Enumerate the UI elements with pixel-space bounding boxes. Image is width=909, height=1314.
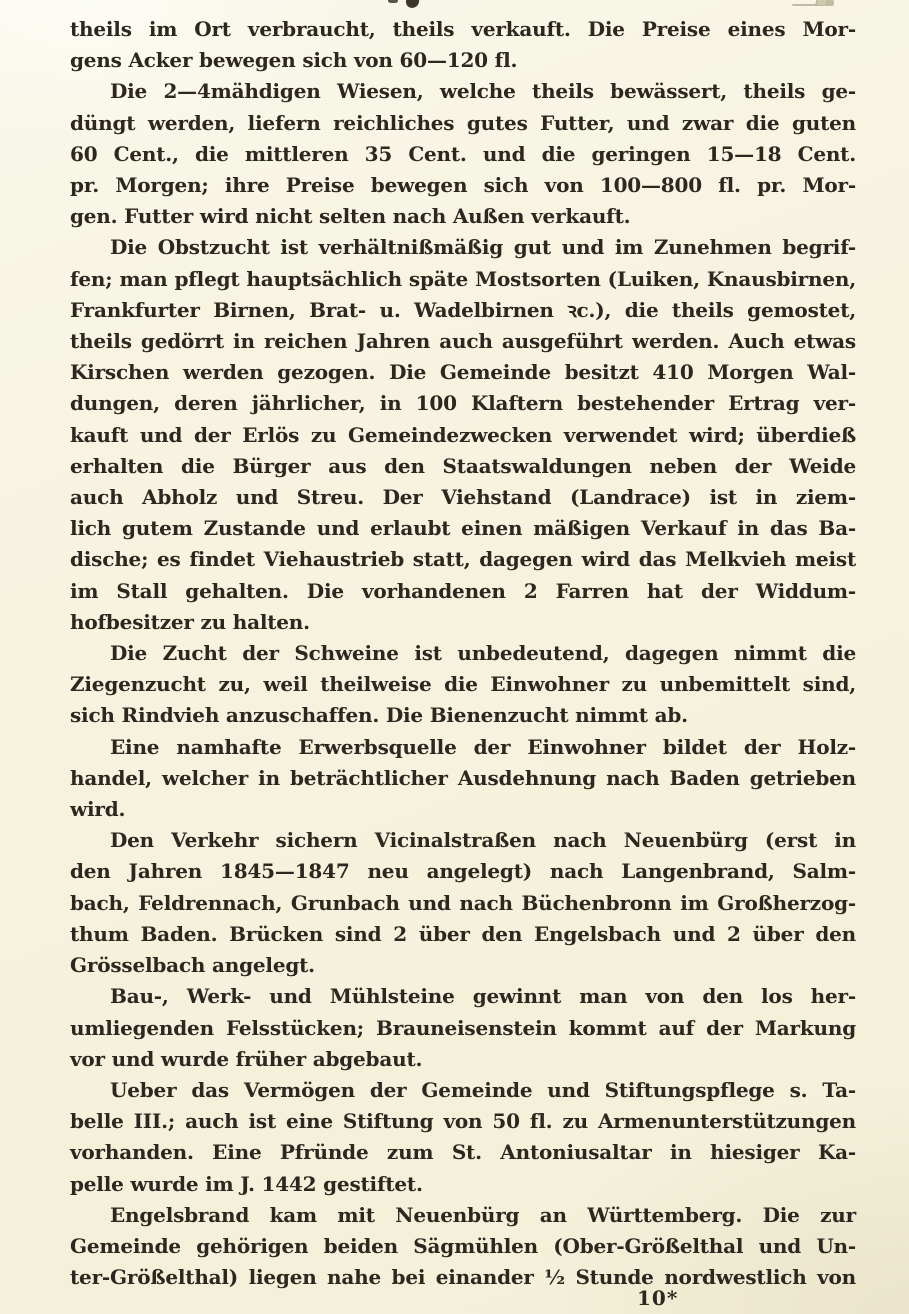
page-text bbox=[70, 14, 856, 1293]
running-head-fragment bbox=[388, 0, 398, 3]
text-line: vorhanden. Eine Pfründe zum St. Antoniusaltar in hiesiger Ka- bbox=[70, 1140, 856, 1165]
text-line: Die Zucht der Schweine ist unbedeutend, dagegen nimmt die bbox=[110, 641, 856, 666]
running-head-fragment bbox=[405, 0, 420, 9]
text-line: belle III.; auch ist eine Stiftung von 50 fl. zu Armenunterstützungen bbox=[70, 1109, 856, 1134]
text-line: gen. Futter wird nicht selten nach Außen verkauft. bbox=[70, 204, 631, 229]
text-line: Den Verkehr sichern Vicinalstraßen nach Neuenbürg (erst in bbox=[110, 828, 856, 853]
text-line: pr. Morgen; ihre Preise bewegen sich von 100—800 fl. pr. Mor- bbox=[70, 173, 856, 198]
text-line: dungen, deren jährlicher, in 100 Klaftern bestehender Ertrag ver- bbox=[70, 391, 856, 416]
text-line: 60 Cent., die mittleren 35 Cent. und die geringen 15—18 Cent. bbox=[70, 141, 856, 166]
text-line: erhalten die Bürger aus den Staatswaldungen neben der Weide bbox=[70, 453, 856, 478]
text-line: den Jahren 1845—1847 neu angelegt) nach Langenbrand, Salm- bbox=[70, 859, 856, 884]
text-line: Eine namhafte Erwerbsquelle der Einwohner bildet der Holz- bbox=[110, 734, 856, 759]
text-line: pelle wurde im J. 1442 gestiftet. bbox=[70, 1171, 423, 1196]
text-line: Ziegenzucht zu, weil theilweise die Einwohner zu unbemittelt sind, bbox=[70, 672, 856, 697]
text-line: im Stall gehalten. Die vorhandenen 2 Farren hat der Widdum- bbox=[70, 578, 856, 603]
text-line: Kirschen werden gezogen. Die Gemeinde besitzt 410 Morgen Wal- bbox=[70, 360, 856, 385]
text-line: Frankfurter Birnen, Brat- u. Wadelbirnen ꝛc.), die theils gemostet, bbox=[70, 297, 856, 322]
text-line: fen; man pflegt hauptsächlich späte Mostsorten (Luiken, Knausbirnen, bbox=[70, 266, 856, 291]
text-line: ter-Größelthal) liegen nahe bei einander ½ Stunde nordwestlich von bbox=[70, 1265, 856, 1290]
text-line: umliegenden Felsstücken; Brauneisenstein kommt auf der Markung bbox=[70, 1015, 856, 1040]
text-line: Bau-, Werk- und Mühlsteine gewinnt man von den los her- bbox=[110, 984, 856, 1009]
text-line: gens Acker bewegen sich von 60—120 fl. bbox=[70, 48, 518, 73]
text-line: vor und wurde früher abgebaut. bbox=[70, 1046, 423, 1071]
text-line: Engelsbrand kam mit Neuenbürg an Württemberg. Die zur bbox=[110, 1202, 856, 1227]
text-line: thum Baden. Brücken sind 2 über den Engelsbach und 2 über den bbox=[70, 921, 856, 946]
text-line: Gemeinde gehörigen beiden Sägmühlen (Ober-Größelthal und Un- bbox=[70, 1233, 856, 1258]
text-line: theils gedörrt in reichen Jahren auch ausgeführt werden. Auch etwas bbox=[70, 329, 856, 354]
text-line: auch Abholz und Streu. Der Viehstand (Landrace) ist in ziem- bbox=[70, 485, 856, 510]
page-number-fragment bbox=[790, 0, 816, 4]
text-line: Die Obstzucht ist verhältnißmäßig gut und im Zunehmen begrif- bbox=[110, 235, 856, 260]
text-line: kauft und der Erlös zu Gemeindezwecken verwendet wird; überdieß bbox=[70, 422, 856, 447]
text-line: bach, Feldrennach, Grunbach und nach Büchenbronn im Großherzog- bbox=[70, 890, 856, 915]
text-line: Die 2—4mähdigen Wiesen, welche theils bewässert, theils ge- bbox=[110, 79, 856, 104]
text-line: hofbesitzer zu halten. bbox=[70, 609, 310, 634]
text-line: lich gutem Zustande und erlaubt einen mäßigen Verkauf in das Ba- bbox=[70, 516, 856, 541]
text-line: wird. bbox=[70, 797, 126, 822]
text-line: handel, welcher in beträchtlicher Ausdehnung nach Baden getrieben bbox=[70, 765, 856, 790]
text-line: sich Rindvieh anzuschaffen. Die Bienenzucht nimmt ab. bbox=[70, 703, 688, 728]
text-line: dische; es findet Viehaustrieb statt, dagegen wird das Melkvieh meist bbox=[70, 547, 856, 572]
text-line: düngt werden, liefern reichliches gutes Futter, und zwar die guten bbox=[70, 110, 856, 135]
text-line: theils im Ort verbraucht, theils verkauft. Die Preise eines Mor- bbox=[70, 17, 856, 41]
text-line: Grösselbach angelegt. bbox=[70, 953, 315, 978]
footer-page-signature: 10* bbox=[637, 1286, 679, 1310]
text-line: Ueber das Vermögen der Gemeinde und Stiftungspflege s. Ta- bbox=[110, 1077, 856, 1102]
